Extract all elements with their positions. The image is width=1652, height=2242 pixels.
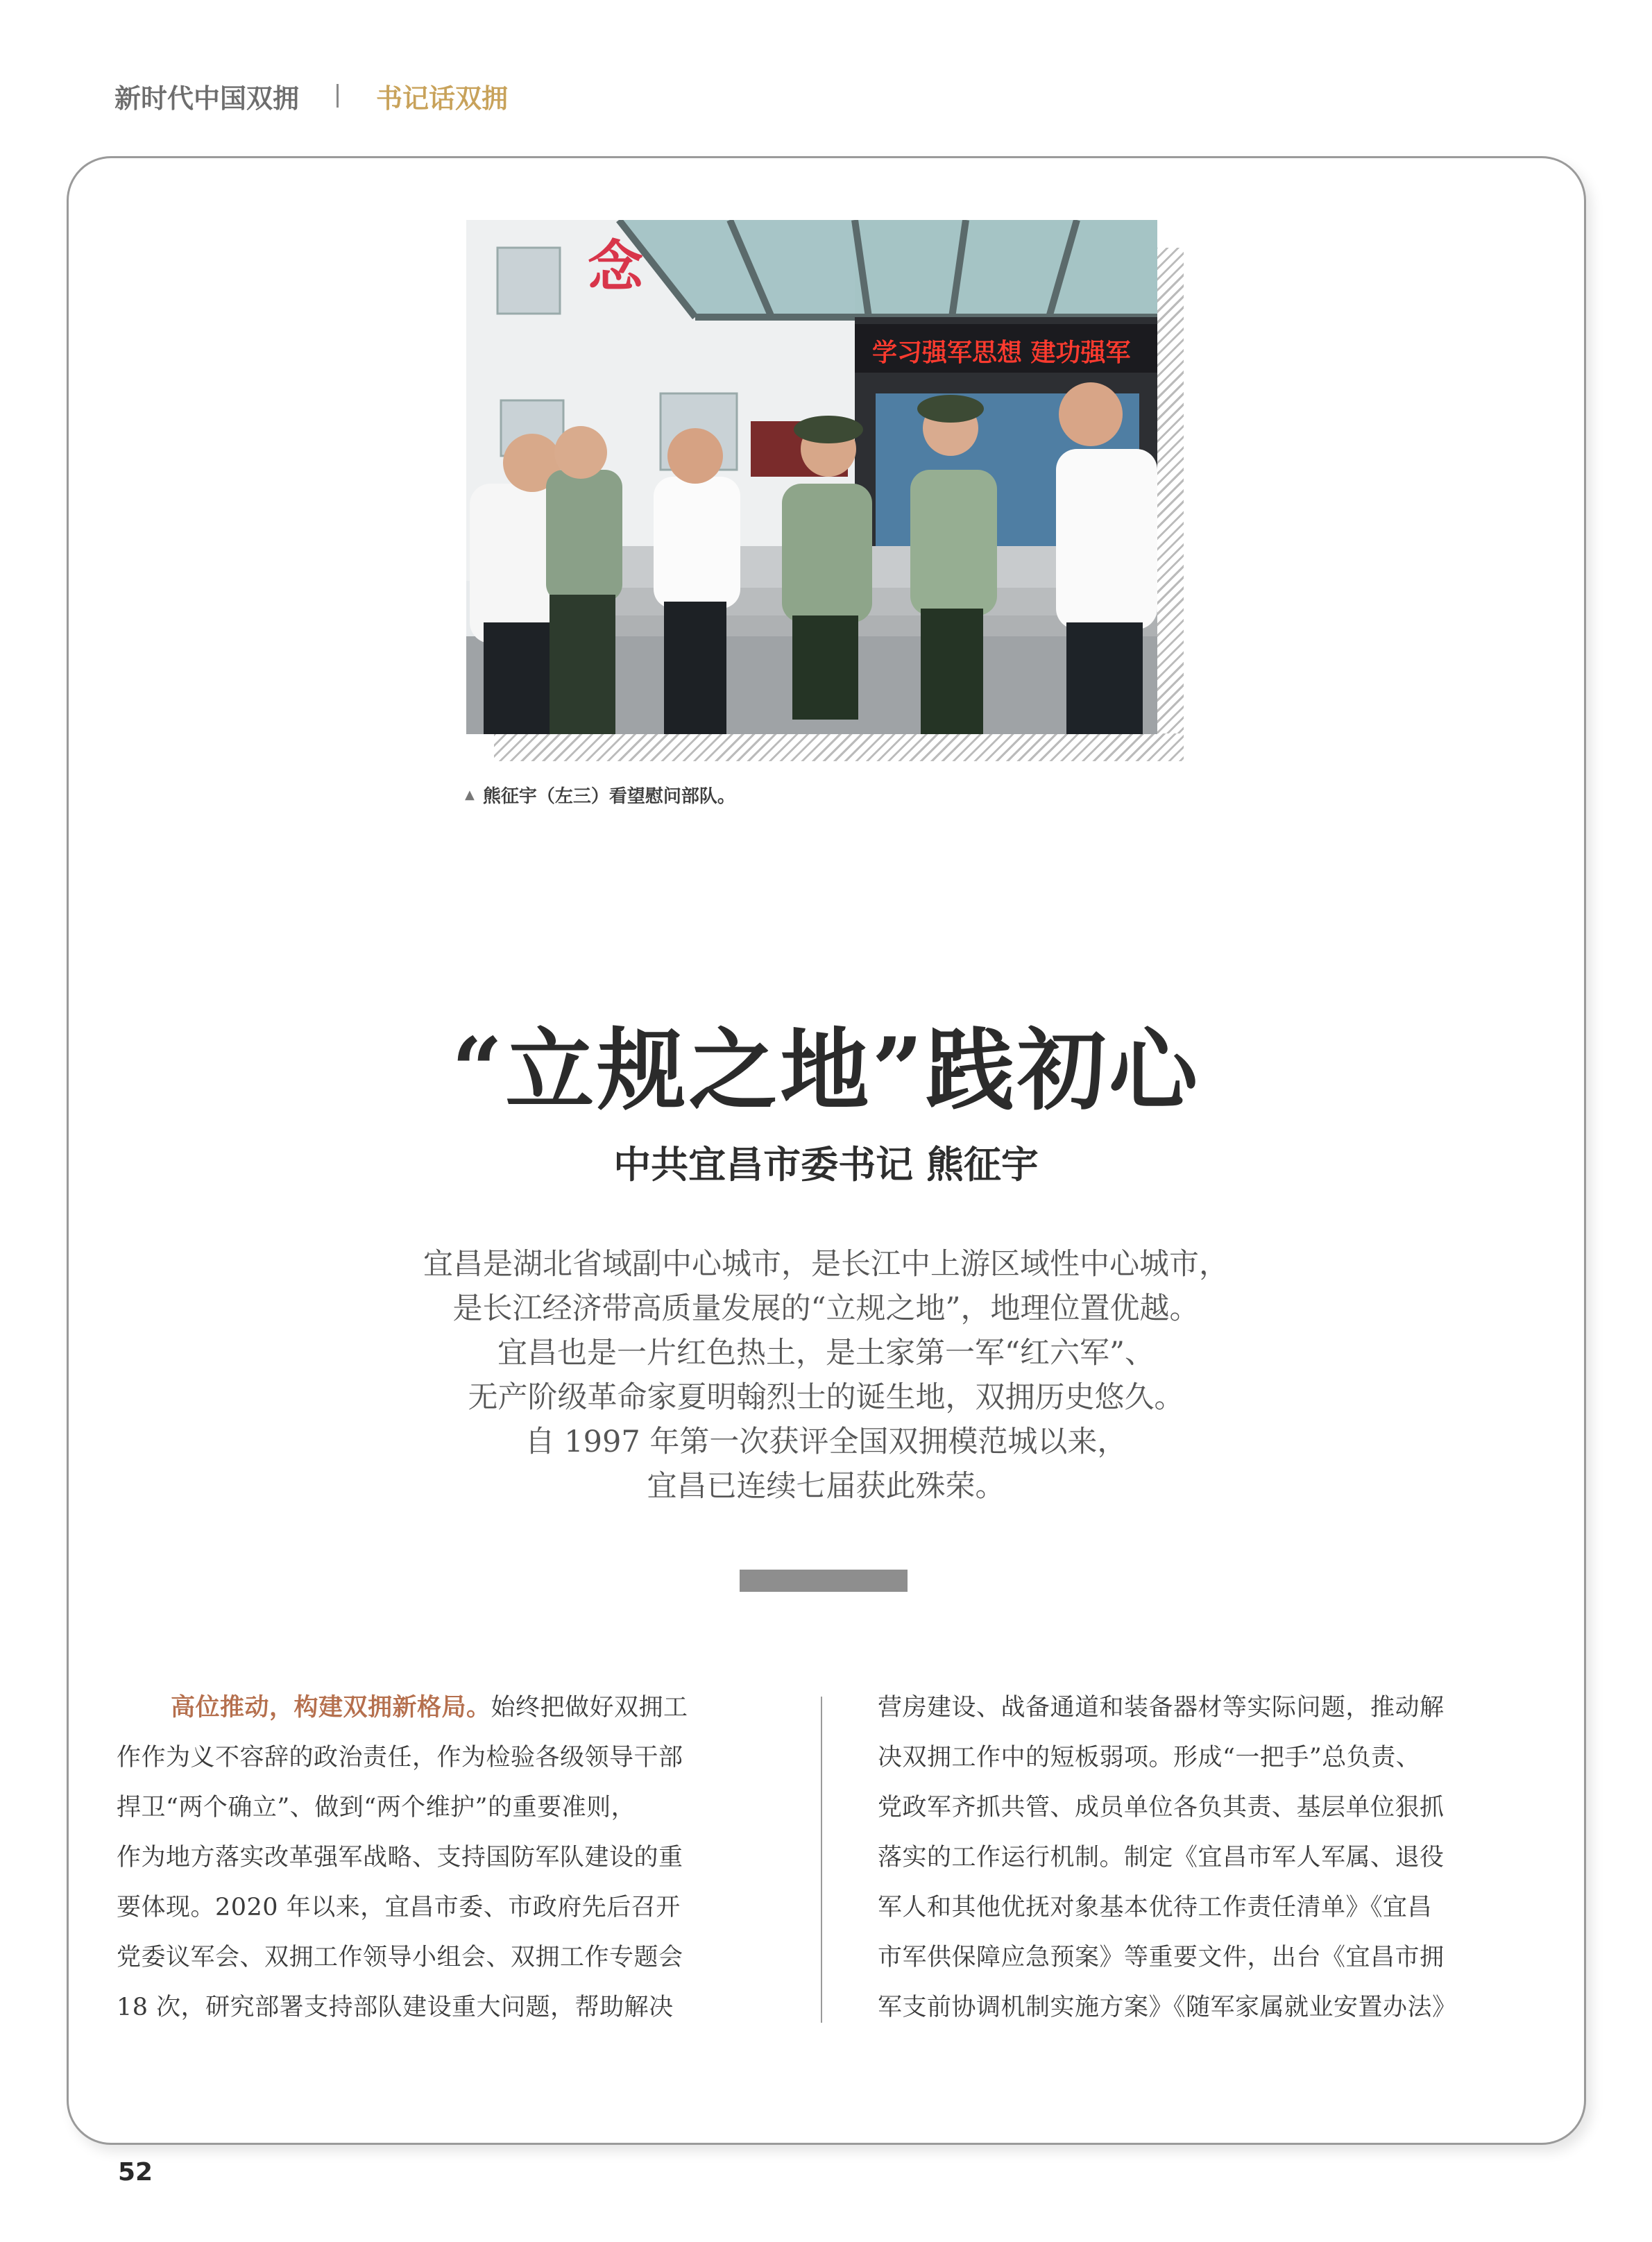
- article-author: 中共宜昌市委书记 熊征宇: [613, 1143, 1039, 1187]
- body-line: 营房建设、战备通道和装备器材等实际问题，推动解: [878, 1694, 1445, 1722]
- body-line: 作为地方落实改革强军战略、支持国防军队建设的重: [117, 1844, 683, 1871]
- body-line: 捍卫“两个确立”、做到“两个维护”的重要准则，: [117, 1794, 636, 1821]
- column-name: 书记话双拥: [376, 83, 509, 114]
- body-line: 市军供保障应急预案》等重要文件，出台《宜昌市拥: [878, 1944, 1445, 1971]
- photo-caption: [465, 781, 735, 808]
- article-title: “立规之地”践初心: [451, 1019, 1201, 1123]
- body-line: 军支前协调机制实施方案》《随军家属就业安置办法》: [878, 1994, 1457, 2021]
- paragraph-heading: 高位推动，构建双拥新格局。: [171, 1694, 491, 1722]
- caption-arrow-icon: ▲: [465, 787, 475, 802]
- body-text: 始终把做好双拥工: [491, 1694, 688, 1722]
- body-line: 军人和其他优抚对象基本优待工作责任清单》《宜昌: [878, 1894, 1433, 1921]
- article-photo: [466, 220, 1157, 734]
- column-rule: [821, 1697, 822, 2023]
- led-banner-text: 学习强军思想 建功强军: [872, 339, 1131, 367]
- article-lead: [0, 1242, 1652, 1509]
- body-line: 党委议军会、双拥工作领导小组会、双拥工作专题会: [117, 1944, 683, 1971]
- page-number: 52: [118, 2158, 153, 2186]
- body-line: [117, 1683, 769, 1733]
- header-divider: [337, 84, 339, 108]
- lead-line: 无产阶级革命家夏明翰烈士的诞生地，双拥历史悠久。: [468, 1380, 1184, 1415]
- body-line: 要体现。2020 年以来，宜昌市委、市政府先后召开: [117, 1894, 681, 1921]
- body-line: 落实的工作运行机制。制定《宜昌市军人军属、退役: [878, 1844, 1445, 1871]
- section-divider: [740, 1570, 908, 1592]
- body-line: 决双拥工作中的短板弱项。形成“一把手”总负责、: [878, 1744, 1421, 1772]
- body-column-right: [878, 1683, 1530, 2032]
- lead-line: 宜昌已连续七届获此殊荣。: [647, 1469, 1005, 1504]
- photo-hatch-bottom: [494, 733, 1184, 761]
- lead-line: 宜昌也是一片红色热土，是土家第一军“红六军”、: [497, 1336, 1155, 1370]
- body-line: 作作为义不容辞的政治责任，作为检验各级领导干部: [117, 1744, 683, 1772]
- body-line: 党政军齐抓共管、成员单位各负其责、基层单位狠抓: [878, 1794, 1445, 1821]
- body-column-left: [117, 1683, 769, 2032]
- photo-frame: [466, 220, 1184, 761]
- building-sign-char: 念: [588, 235, 643, 299]
- lead-line: 自 1997 年第一次获评全国双拥模范城以来，: [525, 1425, 1127, 1459]
- photo-hatch-right: [1155, 248, 1184, 761]
- page-header: [114, 75, 508, 117]
- caption-text: 熊征宇（左三）看望慰问部队。: [482, 785, 735, 807]
- lead-line: 是长江经济带高质量发展的“立规之地”，地理位置优越。: [452, 1291, 1200, 1326]
- body-line: 18 次，研究部署支持部队建设重大问题，帮助解决: [117, 1994, 674, 2021]
- lead-line: 宜昌是湖北省域副中心城市，是长江中上游区域性中心城市，: [423, 1247, 1229, 1282]
- section-name: 新时代中国双拥: [114, 83, 300, 114]
